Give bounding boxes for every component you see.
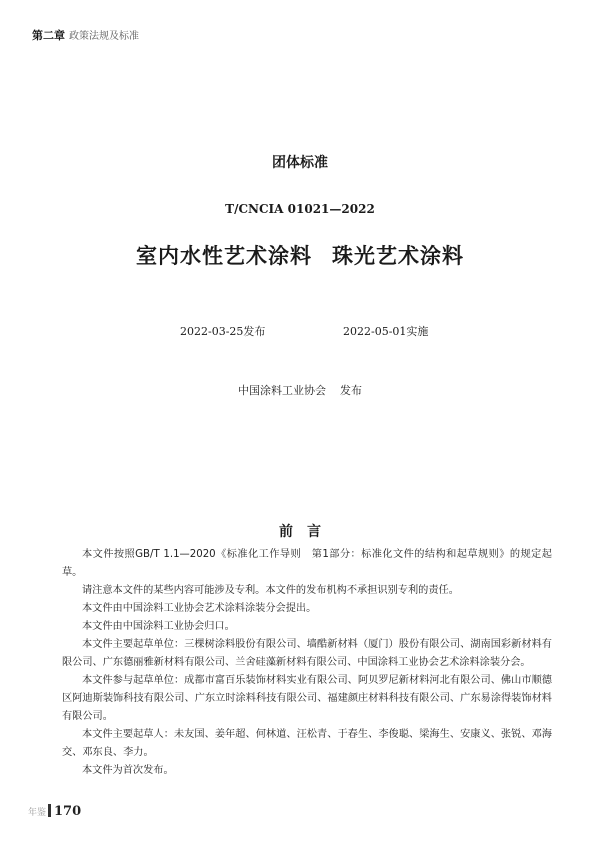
chapter-label: 第二章 <box>32 29 65 42</box>
foreword-paragraph: 本文件由中国涂料工业协会归口。 <box>82 621 235 632</box>
section-label: 政策法规及标准 <box>69 31 139 42</box>
standard-title <box>0 240 600 270</box>
issuer-line <box>0 382 600 398</box>
foreword-paragraph: 本文件主要起草人：未友国、姜年超、何林道、汪松青、于春生、李俊聪、梁海生、安康义、张锐、邓海交、邓东良、李力。 <box>62 729 552 758</box>
foreword-paragraph: 本文件参与起草单位：成都市富百乐装饰材料实业有限公司、阿贝罗尼新材料河北有限公司、佛山市顺德区阿迪斯装饰科技有限公司、广东立时涂料科技有限公司、福建颜庄材料科技有限公司、广东易涂得装饰材料有限公司。 <box>62 675 552 722</box>
page-footer <box>28 800 81 819</box>
foreword-paragraph: 本文件主要起草单位：三棵树涂料股份有限公司、墙酷新材料（厦门）股份有限公司、湖南国彩新材料有限公司、广东德丽雅新材料有限公司、兰舍硅藻新材料有限公司、中国涂料工业协会艺术涂料涂装分会。 <box>62 639 552 668</box>
implement-date <box>343 323 428 339</box>
footer-label: 年鉴 <box>28 808 47 818</box>
implement-label: 实施 <box>406 325 429 338</box>
publish-date <box>180 323 265 339</box>
foreword-body <box>62 546 552 780</box>
title-part-2: 珠光艺术涂料 <box>332 243 464 268</box>
title-part-1: 室内水性艺术涂料 <box>136 243 312 268</box>
publish-date-value: 2022-03-25 <box>180 325 244 338</box>
running-header <box>32 27 139 43</box>
issuer-name: 中国涂料工业协会 <box>238 384 326 397</box>
foreword-paragraph: 本文件由中国涂料工业协会艺术涂料涂装分会提出。 <box>82 603 317 614</box>
foreword-paragraph: 本文件为首次发布。 <box>82 765 174 776</box>
foreword-title: 前言 <box>279 524 335 540</box>
page-number: 170 <box>54 804 82 819</box>
footer-bar <box>48 804 51 817</box>
standard-code: T/CNCIA 01021—2022 <box>225 202 375 216</box>
foreword-paragraph: 请注意本文件的某些内容可能涉及专利。本文件的发布机构不承担识别专利的责任。 <box>82 585 459 596</box>
publish-label: 发布 <box>243 325 266 338</box>
foreword-paragraph: 本文件按照GB/T 1.1—2020《标准化工作导则 第1部分：标准化文件的结构和起草规则》的规定起草。 <box>62 549 552 578</box>
issuer-action: 发布 <box>340 384 362 397</box>
implement-date-value: 2022-05-01 <box>343 325 407 338</box>
standard-type: 团体标准 <box>272 155 328 171</box>
